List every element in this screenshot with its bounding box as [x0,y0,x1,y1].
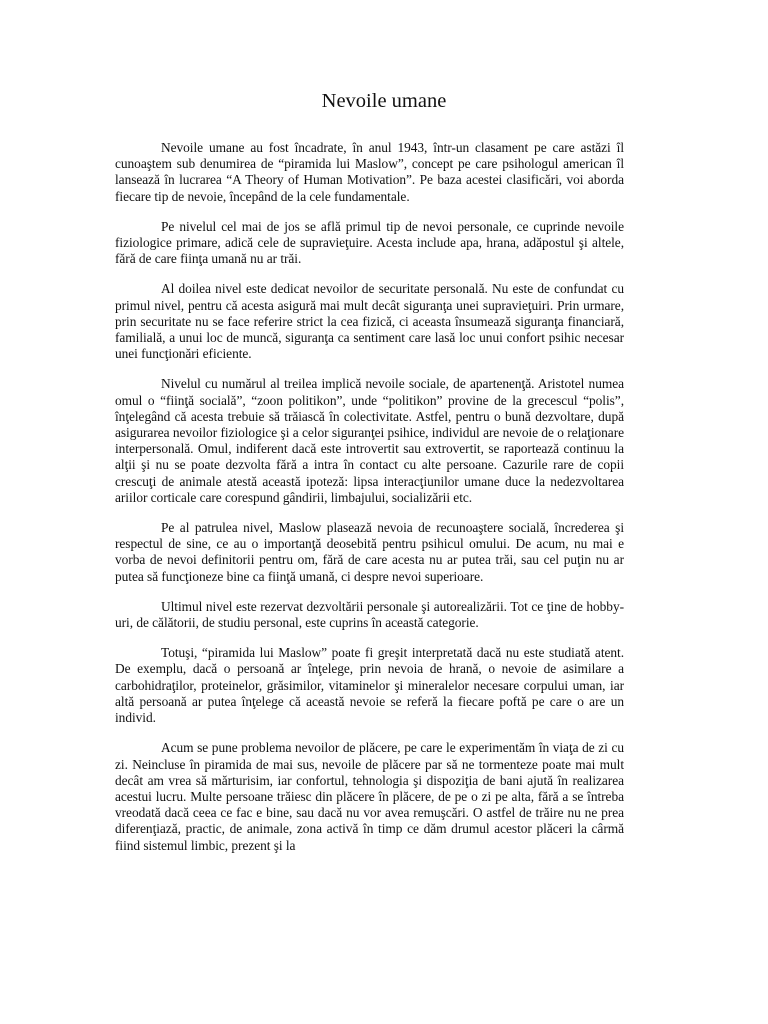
paragraph: Totuşi, “piramida lui Maslow” poate fi greşit interpretată dacă nu este studiată atent. De exemplu, dacă o persoană ar înţelege, prin nevoia de hrană, o nevoie de asimilare a carbohidraţilor, proteinelor, grăsimilor, vitaminelor şi mineralelor necesare corpului uman, iar altă persoană ar putea înţelege că această nevoie se referă la fiecare poftă pe care o are un individ. [115,645,624,726]
paragraph: Nivelul cu numărul al treilea implică nevoile sociale, de apartenenţă. Aristotel numea omul o “fiinţă socială”, “zoon politikon”, unde “politikon” provine de la grecescul “polis”, înţelegând că acesta trebuie să trăiască în colectivitate. Astfel, pentru o bună dezvoltare, după asigurarea nevoilor fiziologice şi a celor siguranţei psihice, individul are nevoie de o relaţionare interpersonală. Omul, indiferent dacă este introvertit sau extrovertit, se raportează continuu la alţii şi nu se poate dezvolta fără a intra în contact cu alte persoane. Cazurile rare de copii crescuţi de animale atestă această ipoteză: lipsa interacţiunilor umane duce la nedezvoltarea ariilor corticale care corespund gândirii, limbajului, socializării etc. [115,376,624,505]
paragraph: Al doilea nivel este dedicat nevoilor de securitate personală. Nu este de confundat cu primul nivel, pentru că acesta asigură mai mult decât siguranţa unei supravieţuiri. Prin urmare, prin securitate nu se face referire strict la cea fizică, ci aceasta însumează siguranţa financiară, familială, a unui loc de muncă, siguranţa ca sentiment care lasă loc unui confort psihic necesar unei funcţionări eficiente. [115,281,624,362]
paragraph: Nevoile umane au fost încadrate, în anul 1943, într-un clasament pe care astăzi îl cunoaştem sub denumirea de “piramida lui Maslow”, concept pe care psihologul american îl lansează în lucrarea “A Theory of Human Motivation”. Pe baza acestei clasificări, voi aborda fiecare tip de nevoie, începând de la cele fundamentale. [115,140,624,204]
document-body [115,140,624,868]
paragraph: Ultimul nivel este rezervat dezvoltării personale şi autorealizării. Tot ce ţine de hobby-uri, de călătorii, de studiu personal, este cuprins în această categorie. [115,598,624,631]
paragraph: Pe nivelul cel mai de jos se află primul tip de nevoi personale, ce cuprinde nevoile fiziologice primare, adică cele de supravieţuire. Acesta include apa, hrana, adăpostul şi altele, fără de care fiinţa umană nu ar trăi. [115,218,624,267]
paragraph: Acum se pune problema nevoilor de plăcere, pe care le experimentăm în viaţa de zi cu zi. Neincluse în piramida de mai sus, nevoile de plăcere par să ne tormenteze poate mai mult decât am vrea să mărturisim, iar confortul, tehnologia şi dispoziţia de bani ajută în realizarea acestui lucru. Multe persoane trăiesc din plăcere în plăcere, de pe o zi pe alta, fără a se întreba vreodată dacă ceea ce fac e bine, sau dacă nu vor avea remuşcări. O astfel de trăire nu ne prea diferenţiază, practic, de animale, zona activă în timp ce dăm drumul acestor plăceri la cârmă fiind sistemul limbic, prezent şi la [115,740,624,853]
paragraph: Pe al patrulea nivel, Maslow plasează nevoia de recunoaştere socială, încrederea şi respectul de sine, ce au o importanţă deosebită pentru psihicul omului. De acum, nu mai e vorba de nevoi definitorii pentru om, fără de care acesta nu ar putea trăi, sau cel puţin nu ar putea să funcţioneze bine ca fiinţă umană, ci despre nevoi superioare. [115,520,624,584]
document-title: Nevoile umane [321,90,447,112]
